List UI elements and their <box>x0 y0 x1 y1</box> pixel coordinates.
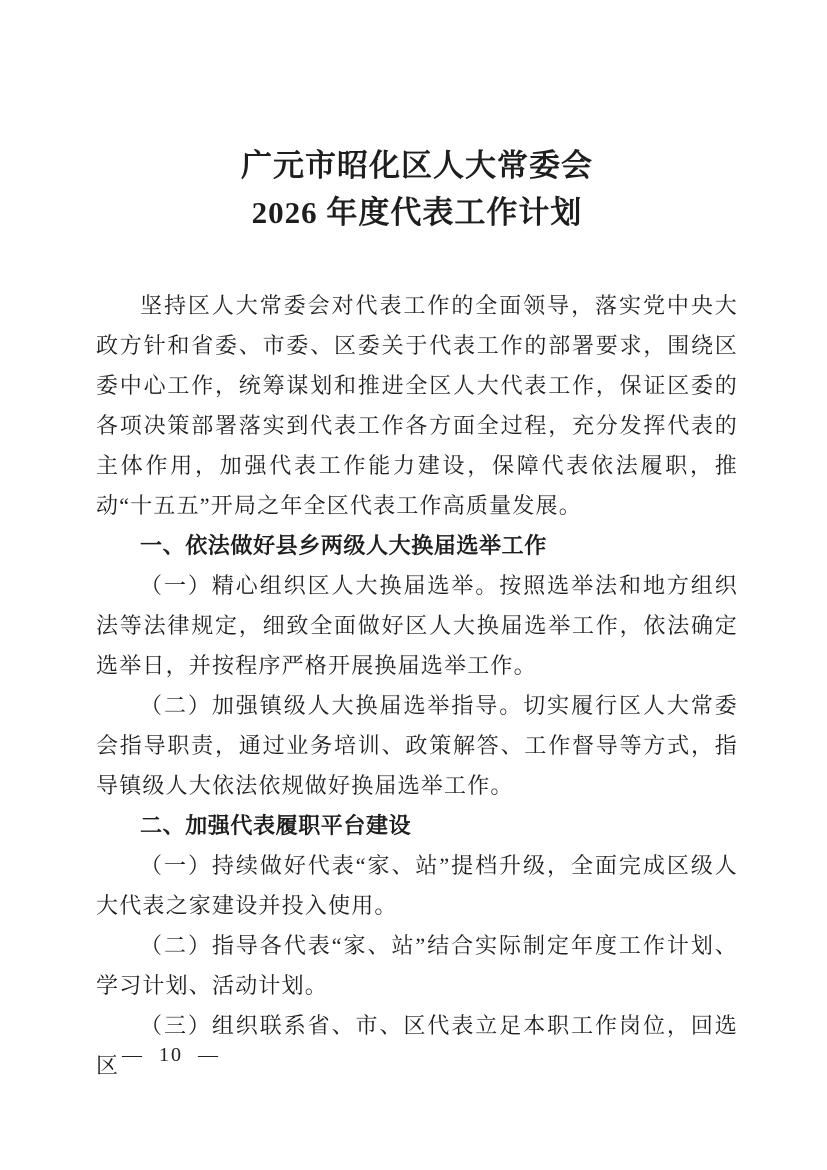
document-title <box>96 142 738 236</box>
page-number: — 10 — <box>122 1044 220 1066</box>
paragraph: （二）指导各代表“家、站”结合实际制定年度工作计划、学习计划、活动计划。 <box>96 933 738 998</box>
paragraph-list <box>96 286 738 1086</box>
paragraph: 坚持区人大常委会对代表工作的全面领导，落实党中央大政方针和省委、市委、区委关于代表工作的部署要求，围绕区委中心工作，统筹谋划和推进全区人大代表工作，保证区委的各项决策部署落实到代表工作各方面全过程，充分发挥代表的主体作用，加强代表工作能力建设，保障代表依法履职，推动“十五五”开局之年全区代表工作高质量发展。 <box>96 293 738 518</box>
document-content <box>96 142 738 1086</box>
paragraph: （三）组织联系省、市、区代表立足本职工作岗位，回选区 <box>96 1013 738 1078</box>
paragraph: （一）持续做好代表“家、站”提档升级，全面完成区级人大代表之家建设并投入使用。 <box>96 853 738 918</box>
section-heading: 一、依法做好县乡两级人大换届选举工作 <box>140 533 547 558</box>
section-heading: 二、加强代表履职平台建设 <box>140 813 412 838</box>
document-title-line1: 广元市昭化区人大常委会 <box>241 148 593 183</box>
paragraph: （一）精心组织区人大换届选举。按照选举法和地方组织法等法律规定，细致全面做好区人大换届选举工作，依法确定选举日，并按程序严格开展换届选举工作。 <box>96 573 738 678</box>
document-title-line2: 2026 年度代表工作计划 <box>251 195 583 230</box>
paragraph: （二）加强镇级人大换届选举指导。切实履行区人大常委会指导职责，通过业务培训、政策解答、工作督导等方式，指导镇级人大依法依规做好换届选举工作。 <box>96 693 738 798</box>
